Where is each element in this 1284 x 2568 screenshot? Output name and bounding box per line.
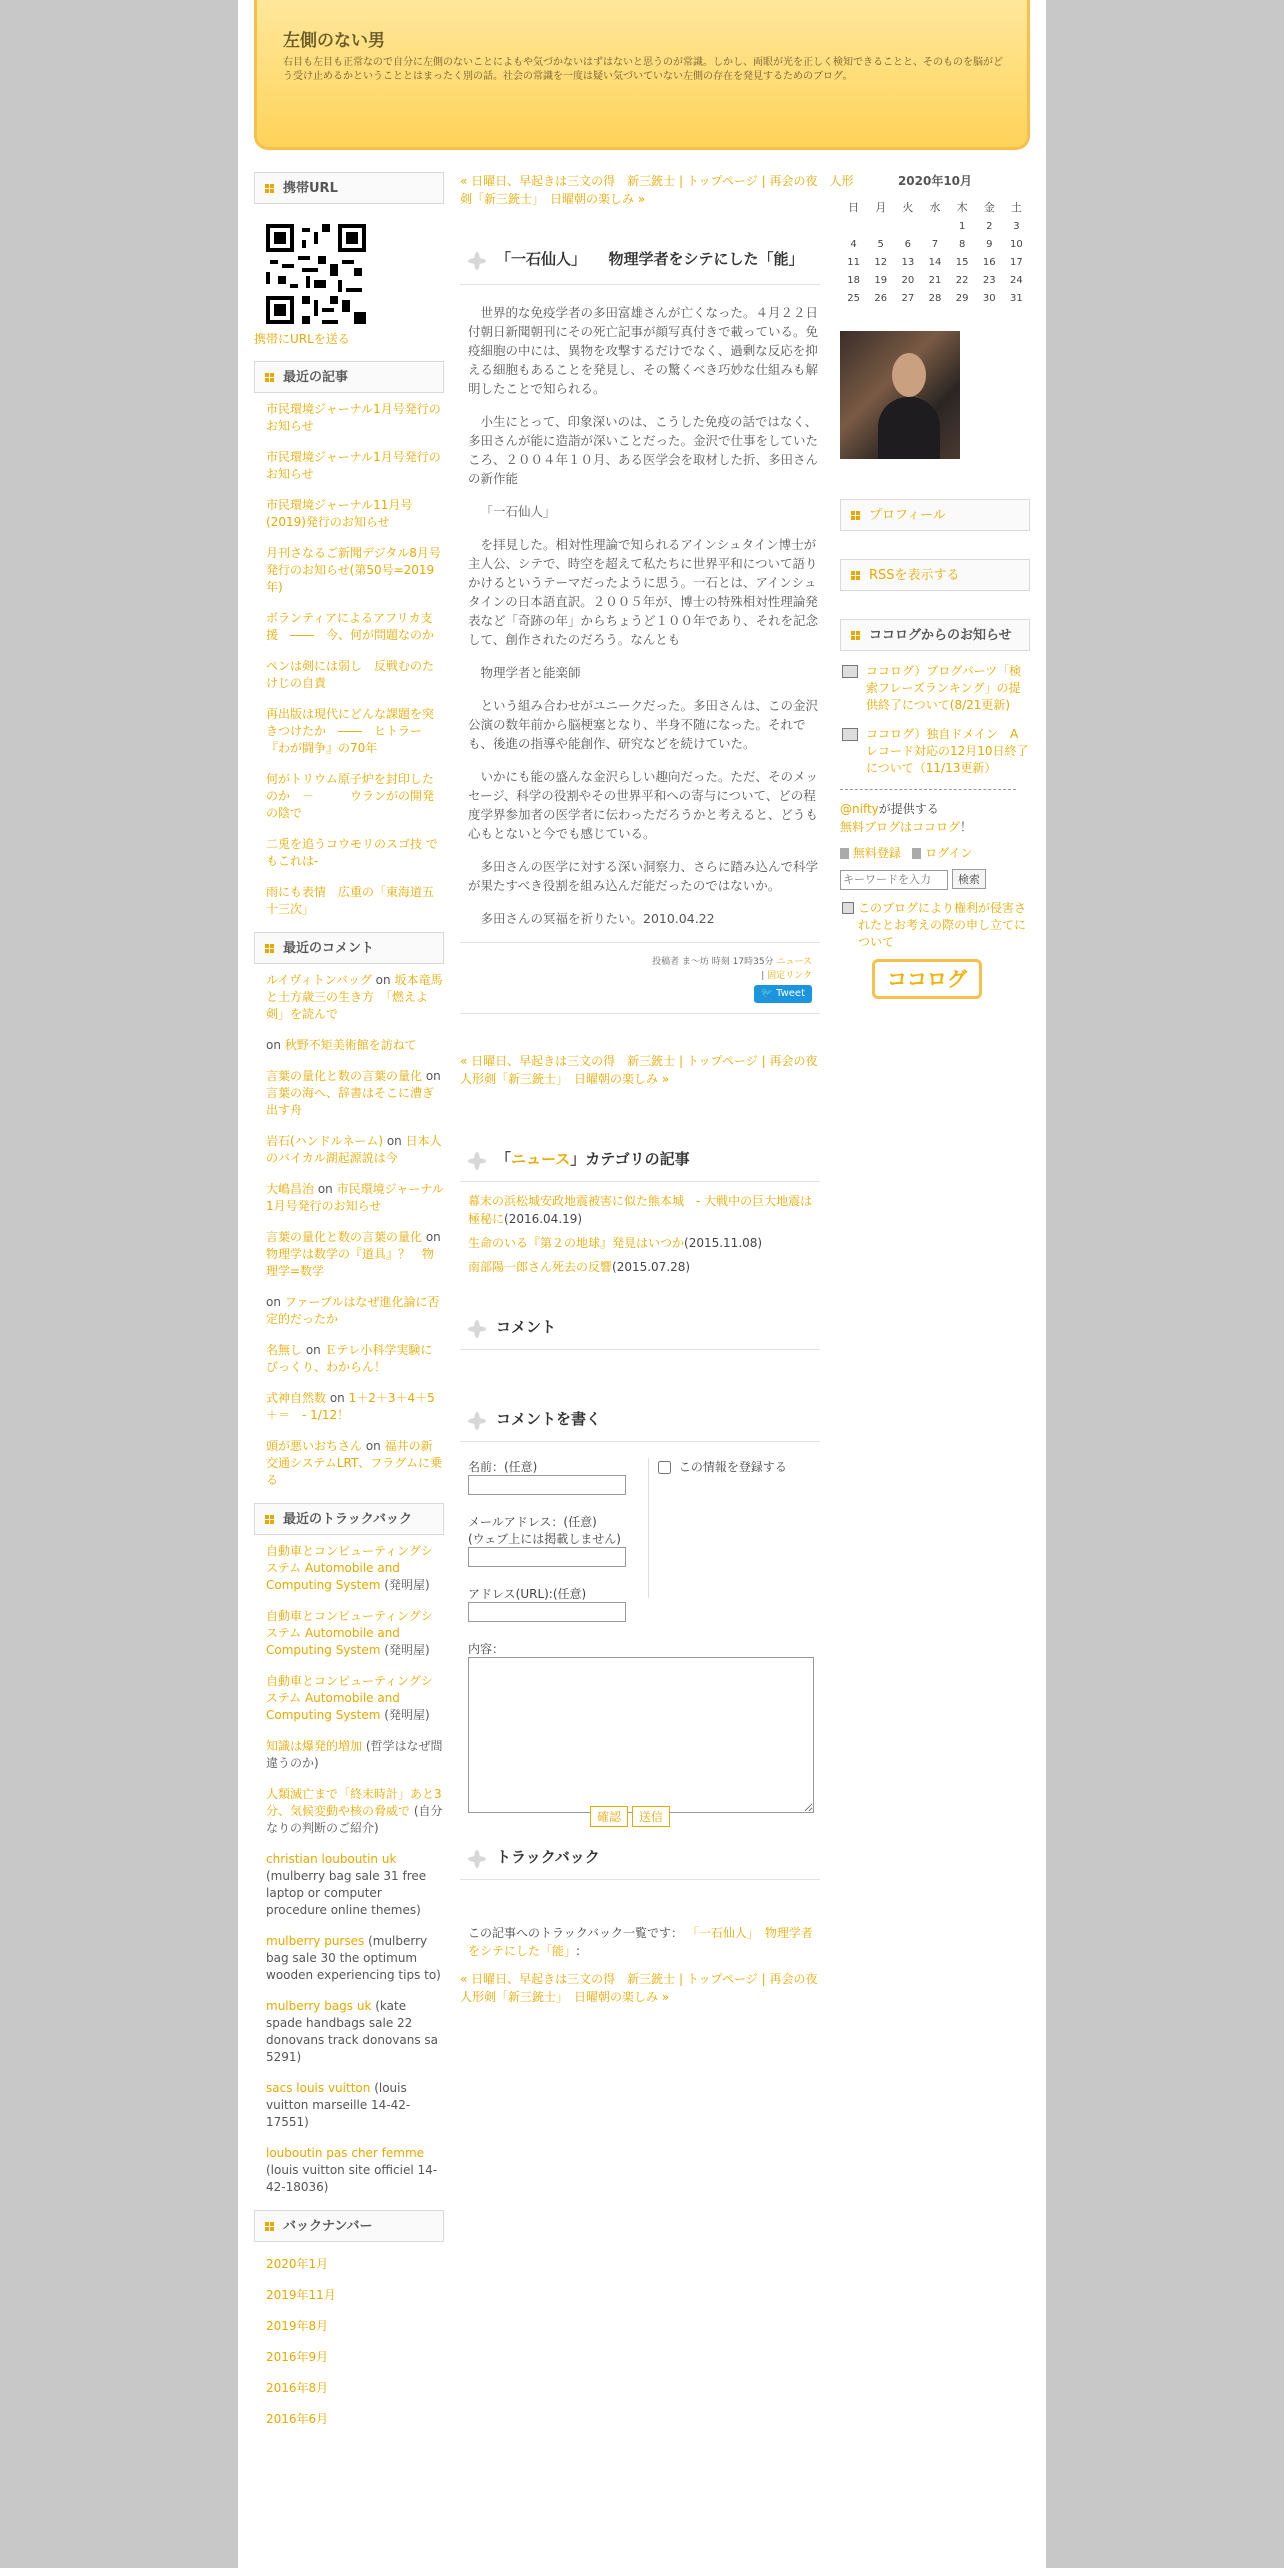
trackback-link[interactable]: sacs louis vuitton <box>266 2081 371 2095</box>
comment-post-link[interactable]: 日本人のバイカル湖起源説は今 <box>266 1134 442 1165</box>
calendar-weekday: 金 <box>983 201 995 214</box>
post-paragraph: 「一石仙人」 <box>480 504 556 519</box>
comment-author-link[interactable]: 名無し <box>266 1343 303 1357</box>
divider <box>460 1441 820 1442</box>
backnumber-item <box>266 2380 444 2397</box>
recent-comment-item <box>266 1133 444 1167</box>
comment-on-text: on <box>386 1134 402 1148</box>
comments-title: コメント <box>496 1318 557 1336</box>
backnumber-item <box>266 2287 444 2304</box>
trackback-link[interactable]: mulberry bags uk <box>266 1999 372 2013</box>
recent-trackback-item <box>266 2145 444 2196</box>
main-content <box>460 172 860 2006</box>
calendar-day: 14 <box>928 256 942 268</box>
report-notice <box>840 900 1026 951</box>
post-header <box>460 248 856 270</box>
calendar-day: 24 <box>1010 274 1023 286</box>
name-label: 名前：(任意) <box>468 1460 538 1474</box>
trackback-link[interactable]: louboutin pas cher femme <box>266 2146 425 2160</box>
category-heading-close: 」カテゴリの記事 <box>570 1150 690 1168</box>
comment-on-text: on <box>305 1343 321 1357</box>
nav-separator: | <box>761 1054 766 1068</box>
recent-comments-title: 最近のコメント <box>254 932 444 964</box>
recent-trackbacks-list <box>254 1543 444 2196</box>
calendar-week-row <box>840 289 1030 307</box>
recent-comment-item <box>266 1390 444 1424</box>
category-link[interactable]: ニュース <box>776 957 812 967</box>
recent-post-link[interactable]: 市民環境ジャーナル1月号発行のお知らせ <box>266 402 441 433</box>
send-mobile-url-link[interactable]: 携帯にURLを送る <box>254 332 350 346</box>
calendar-day: 26 <box>874 292 888 304</box>
recent-post-link[interactable]: 月刊さなるご新聞デジタル8月号発行のお知らせ(第50号=2019年) <box>266 546 441 594</box>
divider <box>460 1181 820 1182</box>
person-body-icon <box>878 397 940 459</box>
next-post-link[interactable]: 再会の夜 人形剣「新三銃士」 日曜朝の楽しみ » <box>460 1972 830 2004</box>
calendar-day: 29 <box>955 292 969 304</box>
document-icon <box>842 902 854 914</box>
calendar-day: 25 <box>847 292 860 304</box>
profile-link[interactable] <box>840 499 1030 531</box>
recent-post-item <box>266 545 444 596</box>
category-article-date: (2015.11.08) <box>684 1236 763 1250</box>
backnumber-item <box>266 2256 444 2273</box>
recent-trackback-item <box>266 1543 444 1594</box>
divider <box>460 284 820 285</box>
divider <box>460 1879 820 1880</box>
post-paragraph: 物理学者と能楽師 <box>480 665 581 680</box>
trackback-source: (kate spade handbags sale 22 donovans track donovans sa 5291) <box>266 1999 439 2064</box>
prev-post-link[interactable]: « 日曜日、早起きは三文の得 新三銃士 <box>460 1054 676 1068</box>
account-links <box>840 844 1030 861</box>
cocolog-logo[interactable] <box>872 959 982 999</box>
nifty-info <box>840 800 1030 836</box>
comment-author-link[interactable]: 頭が悪いおちさん <box>266 1439 363 1453</box>
calendar-day: 21 <box>928 274 942 286</box>
calendar-day: 1 <box>958 220 966 232</box>
permalink[interactable]: 固定リンク <box>767 971 812 981</box>
category-articles-heading <box>460 1148 860 1169</box>
recent-trackback-item <box>266 2080 444 2131</box>
left-sidebar <box>254 172 444 2442</box>
recent-posts-title: 最近の記事 <box>254 361 444 393</box>
trackback-colon: : <box>576 1944 581 1958</box>
recent-trackback-item <box>266 1998 444 2066</box>
recent-post-item <box>266 401 444 435</box>
calendar-day: 23 <box>982 274 996 286</box>
trackback-source: (louis vuitton marseille 14-42-17551) <box>266 2081 411 2129</box>
right-sidebar <box>840 172 1030 999</box>
comment-on-text: on <box>365 1439 381 1453</box>
recent-comment-item <box>266 1342 444 1376</box>
recent-comment-item <box>266 1181 444 1215</box>
calendar-day: 19 <box>874 274 888 286</box>
backnumber-title: バックナンバー <box>254 2210 444 2242</box>
submit-button[interactable]: 送信 <box>632 1806 670 1827</box>
prev-post-link[interactable]: « 日曜日、早起きは三文の得 新三銃士 <box>460 174 676 188</box>
calendar-day: 20 <box>901 274 915 286</box>
profile-photo[interactable] <box>840 331 960 459</box>
trackback-link[interactable]: 人類滅亡まで「終末時計」あと3分、気候変動や核の脅威で <box>266 1787 442 1818</box>
recent-post-link[interactable]: ペンは剣には弱し 反戦むのたけじの自責 <box>266 659 435 690</box>
recent-trackback-item <box>266 1673 444 1724</box>
cocolog-logo-text: ココログ <box>887 967 967 991</box>
recent-post-link[interactable]: 二兎を追うコウモリのスゴ技 でもこれは- <box>266 837 438 868</box>
calendar-week-row <box>840 235 1030 253</box>
calendar-weekday: 火 <box>902 201 914 214</box>
post-paragraph: 世界的な免疫学者の多田富雄さんが亡くなった。４月２２日付朝日新聞朝刊にその死亡記事が顔写真付きで載っている。免疫細胞の中には、異物を攻撃するだけでなく、過剰な反応を抑える細胞もあることを発見し、その驚くべき巧妙な仕組みも解明したことで知られる。 <box>468 305 819 396</box>
recent-post-item <box>266 497 444 531</box>
trackback-source: (mulberry bag sale 30 the optimum wooden experiencing tips to) <box>266 1934 441 1982</box>
category-articles-list <box>460 1192 820 1276</box>
url-label: アドレス(URL):(任意) <box>468 1587 587 1601</box>
post-paragraph: を拝見した。相対性理論で知られるアインシュタイン博士が主人公、シテで、時空を超えて私たちに世界平和について語りかけるというテーマだったように思う。一石とは、アインシュタインの日本語直訳。２００５年が、博士の特殊相対性理論発表など「奇跡の年」からちょうど１００年であり、それを記念して、創作されたのだろう。なんとも <box>468 537 819 647</box>
calendar-day <box>867 217 894 235</box>
comment-author-link[interactable]: 大嶋昌治 <box>266 1182 315 1196</box>
category-heading-link[interactable]: ニュース <box>511 1150 571 1168</box>
calendar <box>840 197 1030 307</box>
recent-post-link[interactable]: 雨にも表情 広重の「東海道五十三次」 <box>266 885 435 916</box>
calendar-day: 11 <box>847 256 860 268</box>
recent-post-link[interactable]: 再出版は現代にどんな課題を突きつけたか ―― ヒトラー『わが闘争』の70年 <box>266 707 435 755</box>
remember-label: この情報を登録する <box>678 1460 787 1474</box>
flower-bullet-icon <box>468 1412 486 1430</box>
login-link[interactable]: ログイン <box>925 846 973 860</box>
calendar-day: 16 <box>982 256 996 268</box>
comment-post-link[interactable]: ファーブルはなぜ進化論に否定的だったか <box>266 1295 440 1326</box>
divider <box>460 1013 820 1014</box>
cocolog-notice-link[interactable]: ココログ）ブログパーツ「検索フレーズランキング」の提供終了について(8/21更新) <box>866 664 1022 712</box>
recent-comment-item <box>266 1294 444 1328</box>
post-body <box>460 303 820 928</box>
dashed-divider <box>840 789 1016 790</box>
cocolog-notice-item <box>840 663 1030 714</box>
trackback-source: (発明屋) <box>384 1643 430 1657</box>
recent-post-link[interactable]: 市民環境ジャーナル11月号(2019)発行のお知らせ <box>266 498 413 529</box>
calendar-day: 18 <box>847 274 860 286</box>
divider <box>460 942 820 943</box>
category-article-link[interactable]: 幕末の浜松城安政地震被害に似た熊本城 - 大戦中の巨大地震は極秘に <box>468 1194 813 1226</box>
comment-post-link[interactable]: 福井の新交通システムLRT、フラグムに乗る <box>266 1439 443 1487</box>
register-icon <box>840 848 849 859</box>
calendar-day: 3 <box>1013 220 1020 232</box>
nav-separator: | <box>679 1054 684 1068</box>
recent-post-item <box>266 884 444 918</box>
post-paragraph: 多田さんの医学に対する深い洞察力、さらに踏み込んで科学が果たすべき役割を組み込んだ能だったのではないか。 <box>468 859 819 893</box>
comment-post-link[interactable]: Ｅテレ小科学実験にびっくり、わからん！ <box>266 1343 433 1374</box>
calendar-weekday: 土 <box>1010 201 1022 214</box>
recent-trackbacks-title: 最近のトラックバック <box>254 1503 444 1535</box>
comment-post-link[interactable]: 物理学は数学の『道具』？ 物理学=数学 <box>266 1247 435 1278</box>
recent-posts-list <box>254 401 444 918</box>
post-navigation-top <box>460 172 860 208</box>
calendar-weekday: 日 <box>848 201 860 214</box>
comment-on-text: on <box>425 1069 441 1083</box>
calendar-weekday-row <box>840 197 1030 217</box>
trackback-link[interactable]: 自動車とコンピューティングシステム Automobile and Computing System <box>266 1609 433 1657</box>
recent-comment-item <box>266 972 444 1023</box>
write-comment-heading <box>460 1408 860 1429</box>
top-page-link[interactable]: トップページ <box>686 174 758 188</box>
prev-post-link[interactable]: « 日曜日、早起きは三文の得 新三銃士 <box>460 1972 676 1986</box>
trackback-link[interactable]: christian louboutin uk <box>266 1852 397 1866</box>
calendar-day: 5 <box>877 238 884 250</box>
comment-content-field[interactable] <box>468 1657 814 1813</box>
backnumber-link[interactable]: 2019年8月 <box>266 2319 329 2333</box>
write-comment-title: コメントを書く <box>496 1410 602 1428</box>
confirm-button[interactable]: 確認 <box>590 1806 628 1827</box>
comment-author-link[interactable]: ルイヴィトンバッグ <box>266 973 372 987</box>
comment-on-text: on <box>266 1295 281 1309</box>
calendar-day: 13 <box>901 256 915 268</box>
calendar-day: 17 <box>1010 256 1023 268</box>
email-label: メールアドレス：(任意) <box>468 1515 597 1529</box>
cocolog-notices-list <box>840 663 1030 777</box>
comment-on-text: on <box>266 1038 281 1052</box>
rights-report-link[interactable]: このブログにより権利が侵害されたとお考えの際の申し立てについて <box>858 901 1027 949</box>
flower-bullet-icon <box>468 1320 486 1338</box>
trackback-title: トラックバック <box>496 1848 600 1866</box>
recent-trackback-item <box>266 1786 444 1837</box>
name-field[interactable] <box>468 1475 626 1495</box>
comment-on-text: on <box>375 973 391 987</box>
recent-comment-item <box>266 1037 444 1054</box>
comment-on-text: on <box>329 1391 345 1405</box>
post-navigation-bottom <box>460 1970 830 2006</box>
calendar-week-row <box>840 217 1030 235</box>
category-article-date: (2015.07.28) <box>612 1260 691 1274</box>
next-post-link[interactable]: 再会の夜 人形剣「新三銃士」 日曜朝の楽しみ » <box>460 174 854 206</box>
nav-separator: | <box>761 1972 766 1986</box>
email-note: (ウェブ上には掲載しません) <box>468 1532 621 1546</box>
blog-description: 右目も左目も正常なので自分に左側のないことによもや気づかないはずはないと思うのが常識。しかし、両眼が光を正しく検知できることと、そのものを脳がどう受け止めるかということとはまったく別の話。社会の常識を一度は疑い気づいていない左側の存在を発見するためのブログ。 <box>283 57 1003 82</box>
trackback-source: (発明屋) <box>384 1578 430 1592</box>
recent-post-link[interactable]: 市民環境ジャーナル1月号発行のお知らせ <box>266 450 441 481</box>
calendar-day: 6 <box>904 238 912 250</box>
recent-post-item <box>266 610 444 644</box>
backnumber-link[interactable]: 2016年9月 <box>266 2350 329 2364</box>
trackback-source: (mulberry bag sale 31 free laptop or computer procedure online themes) <box>266 1869 427 1917</box>
trackback-source: (louis vuitton site officiel 14-42-18036) <box>266 2163 438 2194</box>
comment-author-link[interactable]: 岩石(ハンドルネーム) <box>266 1134 384 1148</box>
top-page-link[interactable]: トップページ <box>686 1972 758 1986</box>
calendar-title: 2020年10月 <box>897 174 973 188</box>
backnumber-link[interactable]: 2019年11月 <box>266 2288 336 2302</box>
nifty-text: が提供する <box>878 802 939 816</box>
rss-link-label: RSSを表示する <box>869 568 960 583</box>
tweet-button[interactable] <box>754 985 813 1003</box>
calendar-day <box>894 217 921 235</box>
recent-comments-list <box>254 972 444 1489</box>
comments-heading <box>460 1316 860 1337</box>
category-article-link[interactable]: 南部陽一郎さん死去の反響 <box>468 1260 613 1274</box>
calendar-weekday: 月 <box>875 201 887 214</box>
recent-post-item <box>266 658 444 692</box>
content-label: 内容： <box>468 1642 505 1656</box>
calendar-weekday: 水 <box>929 201 941 214</box>
recent-post-link[interactable]: 何がトリウム原子炉を封印したのか － ウランがの開発の陰で <box>266 772 435 820</box>
trackback-post-link[interactable]: 「一石仙人」 物理学者をシテにした「能」 <box>468 1926 813 1958</box>
recent-post-item <box>266 449 444 483</box>
post-paragraph: という組み合わせがユニークだった。多田さんは、この金沢公演の数年前から脳梗塞となり、半身不随になった。それでも、後進の指導や能創作、研究などを続けていた。 <box>468 698 819 751</box>
recent-comment-item <box>266 1229 444 1280</box>
post-paragraph: 小生にとって、印象深いのは、こうした免疫の話ではなく、多田さんが能に造詣が深いことだった。金沢で仕事をしていたころ、２００４年１０月、ある医学会を取材した折、多田さんの新作能 <box>468 414 819 486</box>
nav-separator: | <box>761 174 766 188</box>
backnumber-item <box>266 2318 444 2335</box>
backnumber-list <box>254 2256 444 2428</box>
page-wrapper <box>238 0 1046 2568</box>
category-heading-open: 「 <box>496 1150 512 1168</box>
remember-checkbox[interactable] <box>658 1461 671 1474</box>
recent-post-item <box>266 836 444 870</box>
cocolog-notice-link[interactable]: ココログ）独自ドメイン Aレコード対応の12月10日終了について（11/13更新） <box>866 727 1029 775</box>
trackback-source: (自分なりの判断のご紹介) <box>266 1804 443 1835</box>
form-divider <box>648 1458 649 1598</box>
free-blog-link[interactable]: 無料ブログはココログ <box>840 820 961 834</box>
category-article-item <box>468 1258 820 1276</box>
url-field[interactable] <box>468 1602 626 1622</box>
free-register-link[interactable]: 無料登録 <box>852 846 901 860</box>
trackback-link[interactable]: mulberry purses <box>266 1934 365 1948</box>
post-paragraph: いかにも能の盛んな金沢らしい趣向だった。ただ、そのメッセージ、科学の役割やその世界平和への寄与について、どの程度学界参加者の医学者に伝わっただろうかと考えると、どうも心もとないと今でも感じている。 <box>468 769 819 841</box>
mobile-url-title: 携帯URL <box>254 172 444 204</box>
recent-post-item <box>266 771 444 822</box>
comment-post-link[interactable]: 市民環境ジャーナル1月号発行のお知らせ <box>266 1182 444 1213</box>
trackback-heading <box>460 1846 860 1867</box>
calendar-weekday: 木 <box>956 201 968 214</box>
comment-author-link[interactable]: 言葉の量化と数の言葉の量化 <box>266 1069 423 1083</box>
post-navigation-middle <box>460 1052 830 1088</box>
calendar-day: 28 <box>928 292 942 304</box>
recent-comment-item <box>266 1068 444 1119</box>
comment-post-link[interactable]: 1＋2＋3＋4＋5＋＝ - 1/12！ <box>266 1391 435 1422</box>
nifty-link[interactable]: @nifty <box>840 802 879 816</box>
calendar-day: 10 <box>1010 238 1023 250</box>
next-post-link[interactable]: 再会の夜 人形剣「新三銃士」 日曜朝の楽しみ » <box>460 1054 830 1086</box>
category-article-item <box>468 1234 820 1252</box>
category-article-date: (2016.04.19) <box>504 1212 583 1226</box>
trackback-link[interactable]: 自動車とコンピューティングシステム Automobile and Computing System <box>266 1544 433 1592</box>
trackback-link[interactable]: 知識は爆発的増加 <box>266 1739 363 1753</box>
comment-post-link[interactable]: 秋野不矩美術館を訪ねて <box>284 1038 417 1052</box>
comment-on-text: on <box>317 1182 333 1196</box>
calendar-day <box>921 217 948 235</box>
post-title: 「一石仙人」 物理学者をシテにした「能」 <box>496 250 804 268</box>
comment-form <box>460 1458 820 1838</box>
calendar-day: 4 <box>850 238 857 250</box>
rss-link[interactable] <box>840 559 1030 591</box>
nav-separator: | <box>679 1972 684 1986</box>
calendar-week-row <box>840 271 1030 289</box>
search-input[interactable] <box>840 870 948 890</box>
backnumber-item <box>266 2411 444 2428</box>
calendar-day: 31 <box>1010 292 1023 304</box>
comment-on-text: on <box>425 1230 441 1244</box>
trackback-list-text <box>460 1924 820 1960</box>
recent-post-link[interactable]: ボランティアによるアフリカ支援 ―― 今、何が問題なのか <box>266 611 435 642</box>
calendar-day: 9 <box>986 238 993 250</box>
comment-author-link[interactable]: 言葉の量化と数の言葉の量化 <box>266 1230 423 1244</box>
person-face-icon <box>892 353 926 397</box>
cocolog-notice-item <box>840 726 1030 777</box>
profile-link-label: プロフィール <box>869 508 946 523</box>
blog-title[interactable]: 左側のない男 <box>283 31 385 51</box>
cocolog-notices-title: ココログからのお知らせ <box>840 619 1030 651</box>
calendar-day: 15 <box>955 256 969 268</box>
search-button[interactable]: 検索 <box>952 869 986 889</box>
backnumber-link[interactable]: 2016年8月 <box>266 2381 329 2395</box>
post-paragraph: 多田さんの冥福を祈りたい。2010.04.22 <box>480 911 715 926</box>
recent-trackback-item <box>266 1738 444 1772</box>
recent-trackback-item <box>266 1933 444 1984</box>
trackback-text: この記事へのトラックバック一覧です： <box>468 1926 684 1940</box>
calendar-day: 27 <box>901 292 915 304</box>
post-meta: 投稿者 ま～坊 時刻 17時35分 <box>652 957 774 967</box>
free-blog-exclaim: ！ <box>960 820 973 834</box>
notice-icon <box>842 728 858 741</box>
top-page-link[interactable]: トップページ <box>686 1054 758 1068</box>
search-box <box>840 869 1030 890</box>
nav-separator: | <box>679 174 684 188</box>
recent-trackback-item <box>266 1851 444 1919</box>
flower-bullet-icon <box>468 252 486 270</box>
flower-bullet-icon <box>468 1152 486 1170</box>
twitter-bird-icon: 🐦 <box>760 988 773 999</box>
recent-post-item <box>266 706 444 757</box>
comment-post-link[interactable]: 坂本竜馬と土方歳三の生き方 「燃えよ剣」を読んで <box>266 973 443 1021</box>
calendar-day: 8 <box>958 238 966 250</box>
comment-author-link[interactable]: 式神自然数 <box>266 1391 327 1405</box>
recent-comment-item <box>266 1438 444 1489</box>
tweet-label: Tweet <box>776 988 805 999</box>
calendar-day <box>840 217 867 235</box>
trackback-link[interactable]: 自動車とコンピューティングシステム Automobile and Computing System <box>266 1674 433 1722</box>
notice-icon <box>842 665 858 678</box>
trackback-source: (哲学はなぜ間違うのか) <box>266 1739 443 1770</box>
backnumber-item <box>266 2349 444 2366</box>
backnumber-link[interactable]: 2016年6月 <box>266 2412 329 2426</box>
calendar-week-row <box>840 253 1030 271</box>
login-icon <box>912 848 921 859</box>
backnumber-link[interactable]: 2020年1月 <box>266 2257 329 2271</box>
calendar-day: 2 <box>986 220 993 232</box>
qr-code-icon <box>266 224 366 324</box>
post-footer: 投稿者 ま～坊 時刻 17時35分 ニュース | 固定リンク 🐦 Tweet <box>460 955 812 1003</box>
category-article-link[interactable]: 生命のいる『第２の地球』発見はいつか <box>468 1236 685 1250</box>
calendar-day: 7 <box>931 238 939 250</box>
calendar-day: 30 <box>982 292 996 304</box>
flower-bullet-icon <box>468 1850 486 1868</box>
category-article-item <box>468 1192 820 1228</box>
trackback-source: (発明屋) <box>384 1708 430 1722</box>
email-field[interactable] <box>468 1547 626 1567</box>
divider <box>460 1349 820 1350</box>
calendar-day: 12 <box>874 256 888 268</box>
comment-post-link[interactable]: 言葉の海へ、辞書はそこに漕ぎ出す舟 <box>266 1086 435 1117</box>
blog-header <box>254 0 1030 150</box>
recent-trackback-item <box>266 1608 444 1659</box>
calendar-day: 22 <box>955 274 969 286</box>
